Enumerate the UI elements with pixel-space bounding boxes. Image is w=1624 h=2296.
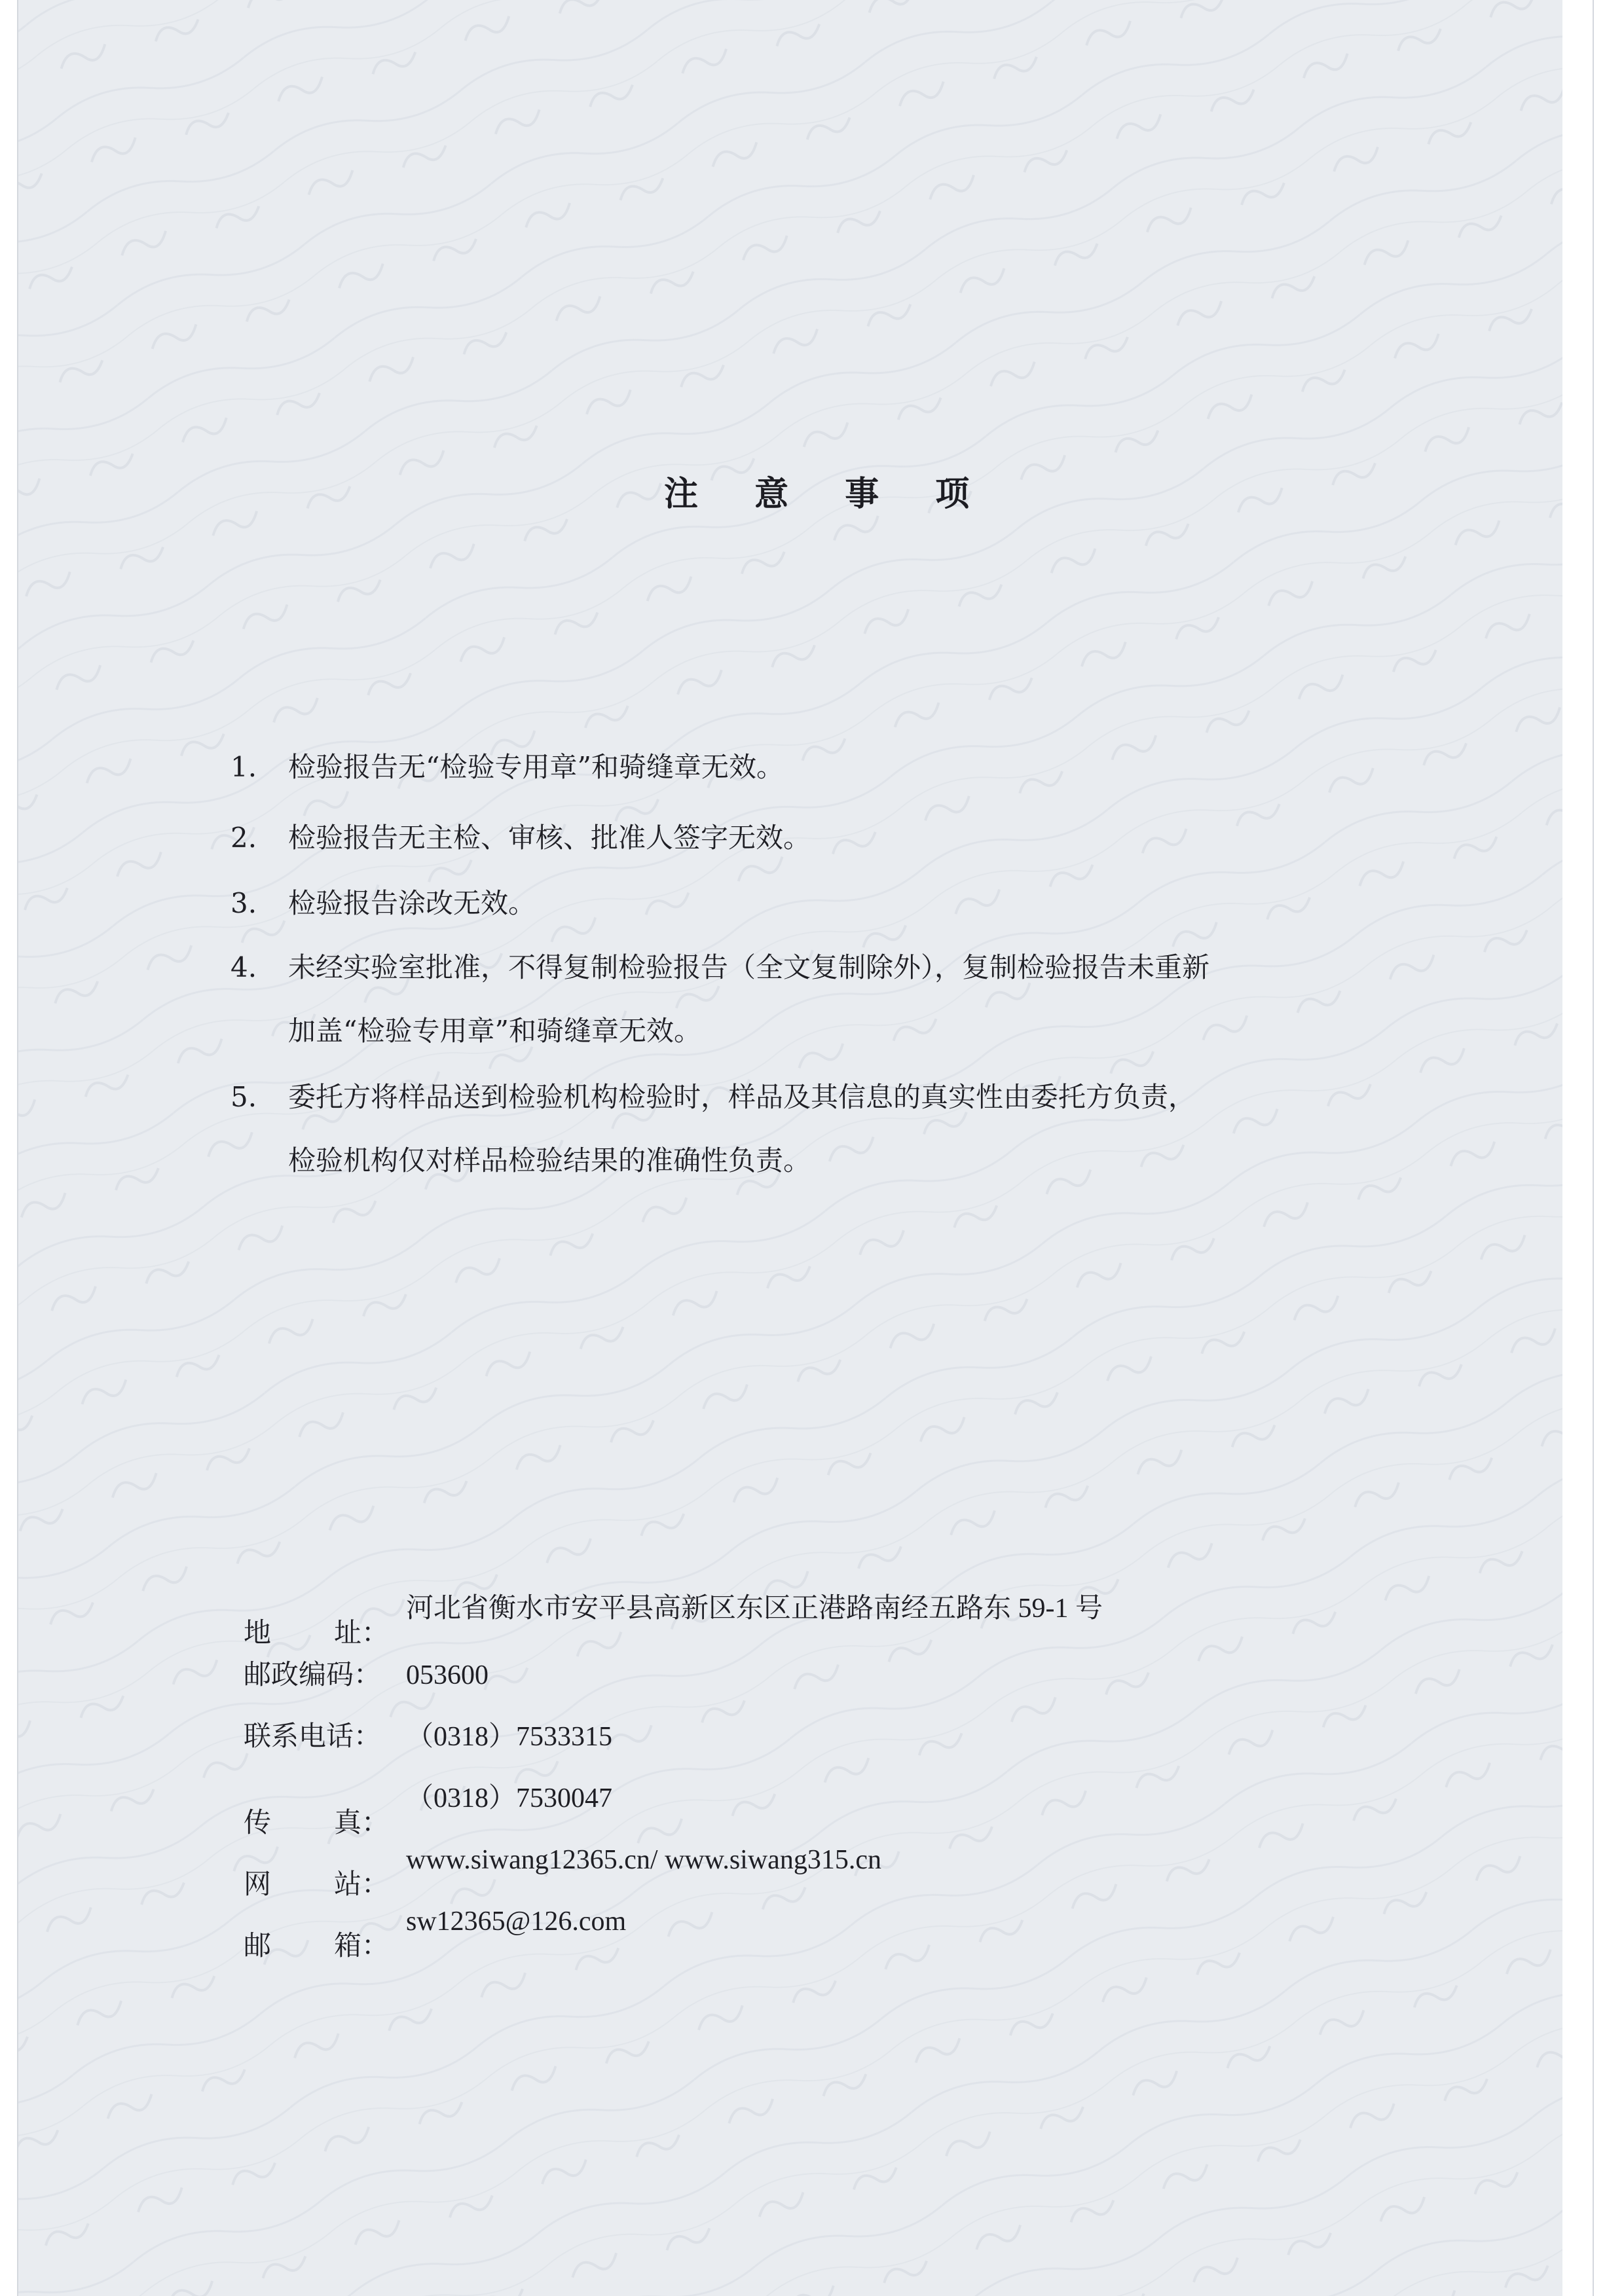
website-value: www.siwang12365.cn/ www.siwang315.cn: [406, 1845, 881, 1875]
fax-value: （0318）7530047: [406, 1783, 613, 1813]
note-number: 2.: [231, 822, 257, 854]
note-text-continued: 加盖“检验专用章”和骑缝章无效。: [288, 1015, 701, 1047]
phone-row: [244, 1721, 612, 1752]
note-item: [231, 952, 1480, 1047]
note-text: 检验报告无“检验专用章”和骑缝章无效。: [288, 751, 784, 783]
website-row: 网 站： www.siwang12365.cn/ www.siwang315.cn: [244, 1845, 881, 1900]
note-text: 检验报告涂改无效。: [288, 887, 536, 919]
note-text: 检验报告无主检、审核、批准人签字无效。: [288, 822, 811, 854]
phone-value: （0318）7533315: [406, 1722, 613, 1752]
address-value: 河北省衡水市安平县高新区东区正港路南经五路东 59-1 号: [406, 1594, 1103, 1624]
postcode-label: 邮政编码：: [244, 1658, 382, 1690]
email-row: 邮 箱： sw12365@126.com: [244, 1906, 627, 1961]
email-value: sw12365@126.com: [406, 1906, 627, 1937]
note-number: 4.: [231, 951, 257, 983]
note-number: 5.: [231, 1081, 257, 1113]
note-number: 3.: [231, 887, 257, 919]
note-number: 1.: [231, 751, 257, 783]
note-text: 未经实验室批准，不得复制检验报告（全文复制除外），复制检验报告未重新: [288, 951, 1210, 983]
address-row: 地 址： 河北省衡水市安平县高新区东区正港路南经五路东 59-1 号: [244, 1594, 1103, 1649]
phone-label: 联系电话：: [244, 1720, 382, 1752]
note-item: [231, 888, 1480, 919]
note-item: [231, 822, 1480, 854]
note-text-continued: 检验机构仅对样品检验结果的准确性负责。: [288, 1144, 811, 1176]
note-text: 委托方将样品送到检验机构检验时，样品及其信息的真实性由委托方负责，: [288, 1081, 1196, 1113]
fax-row: 传 真： （0318）7530047: [244, 1783, 613, 1838]
postcode-row: [244, 1659, 489, 1690]
page-title: 注 意 事 项: [664, 474, 992, 514]
note-item: [231, 1082, 1480, 1176]
postcode-value: 053600: [406, 1660, 489, 1690]
scan-margin: [1562, 0, 1593, 2296]
note-item: [231, 752, 1480, 783]
